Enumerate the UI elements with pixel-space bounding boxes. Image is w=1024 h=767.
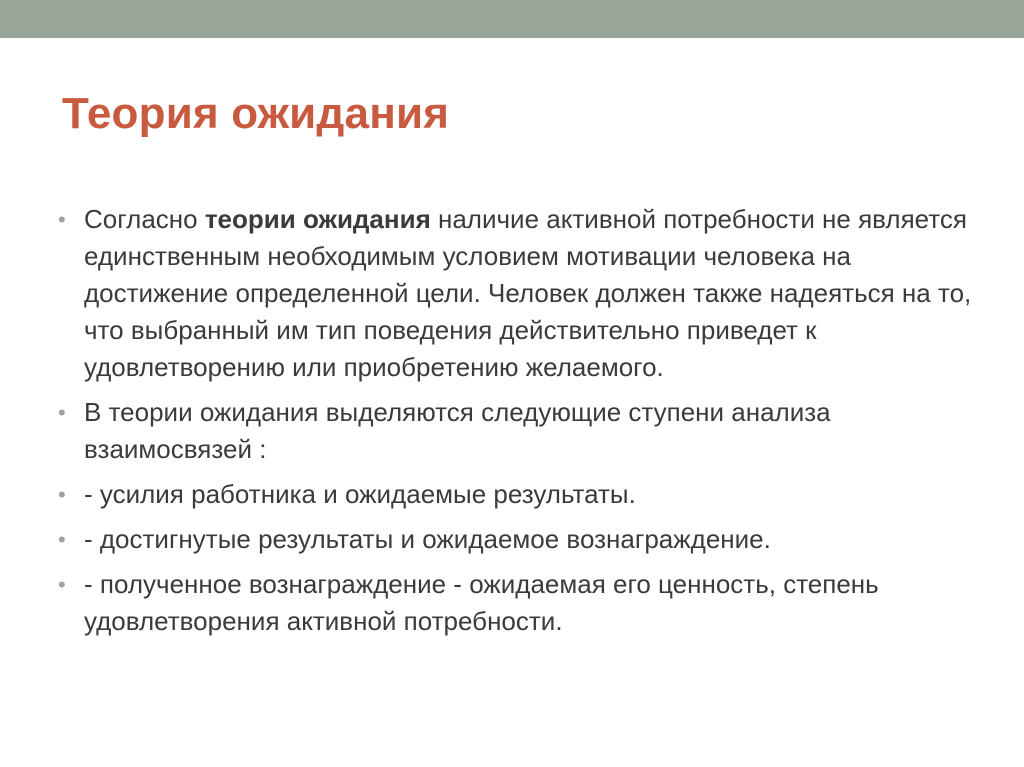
bullet-text: - полученное вознаграждение - ожидаемая его ценность, степень удовлетворения активной потребности. (84, 569, 879, 636)
bullet-text: В теории ожидания выделяются следующие ступени анализа взаимосвязей : (84, 397, 831, 464)
bullet-icon: • (58, 482, 66, 507)
bullet-icon: • (58, 207, 66, 232)
slide-title: Теория ожидания (62, 89, 450, 138)
bullet-text-emphasis: теории ожидания (204, 204, 431, 234)
bullet-item-2 (56, 394, 986, 468)
bullet-item-5 (56, 566, 986, 640)
bullet-text: - достигнутые результаты и ожидаемое вознаграждение. (84, 524, 771, 554)
bullet-text: - усилия работника и ожидаемые результаты. (84, 479, 636, 509)
bullet-icon: • (58, 400, 66, 425)
top-band (0, 0, 1024, 38)
bullet-icon: • (58, 572, 66, 597)
bullet-item-3 (56, 476, 986, 513)
bullet-text-before: Согласно (84, 204, 205, 234)
bullet-text-after: наличие активной потребности не является единственным необходимым условием мотивации человека на достижение определенной цели. Человек должен также надеяться на то, что выбранный им тип поведения действительно приведет к удовлетворению или приобретению желаемого. (84, 204, 972, 382)
bullet-icon: • (58, 527, 66, 552)
bullet-list (56, 201, 986, 648)
bullet-item-1 (56, 201, 986, 386)
bullet-item-4 (56, 521, 986, 558)
